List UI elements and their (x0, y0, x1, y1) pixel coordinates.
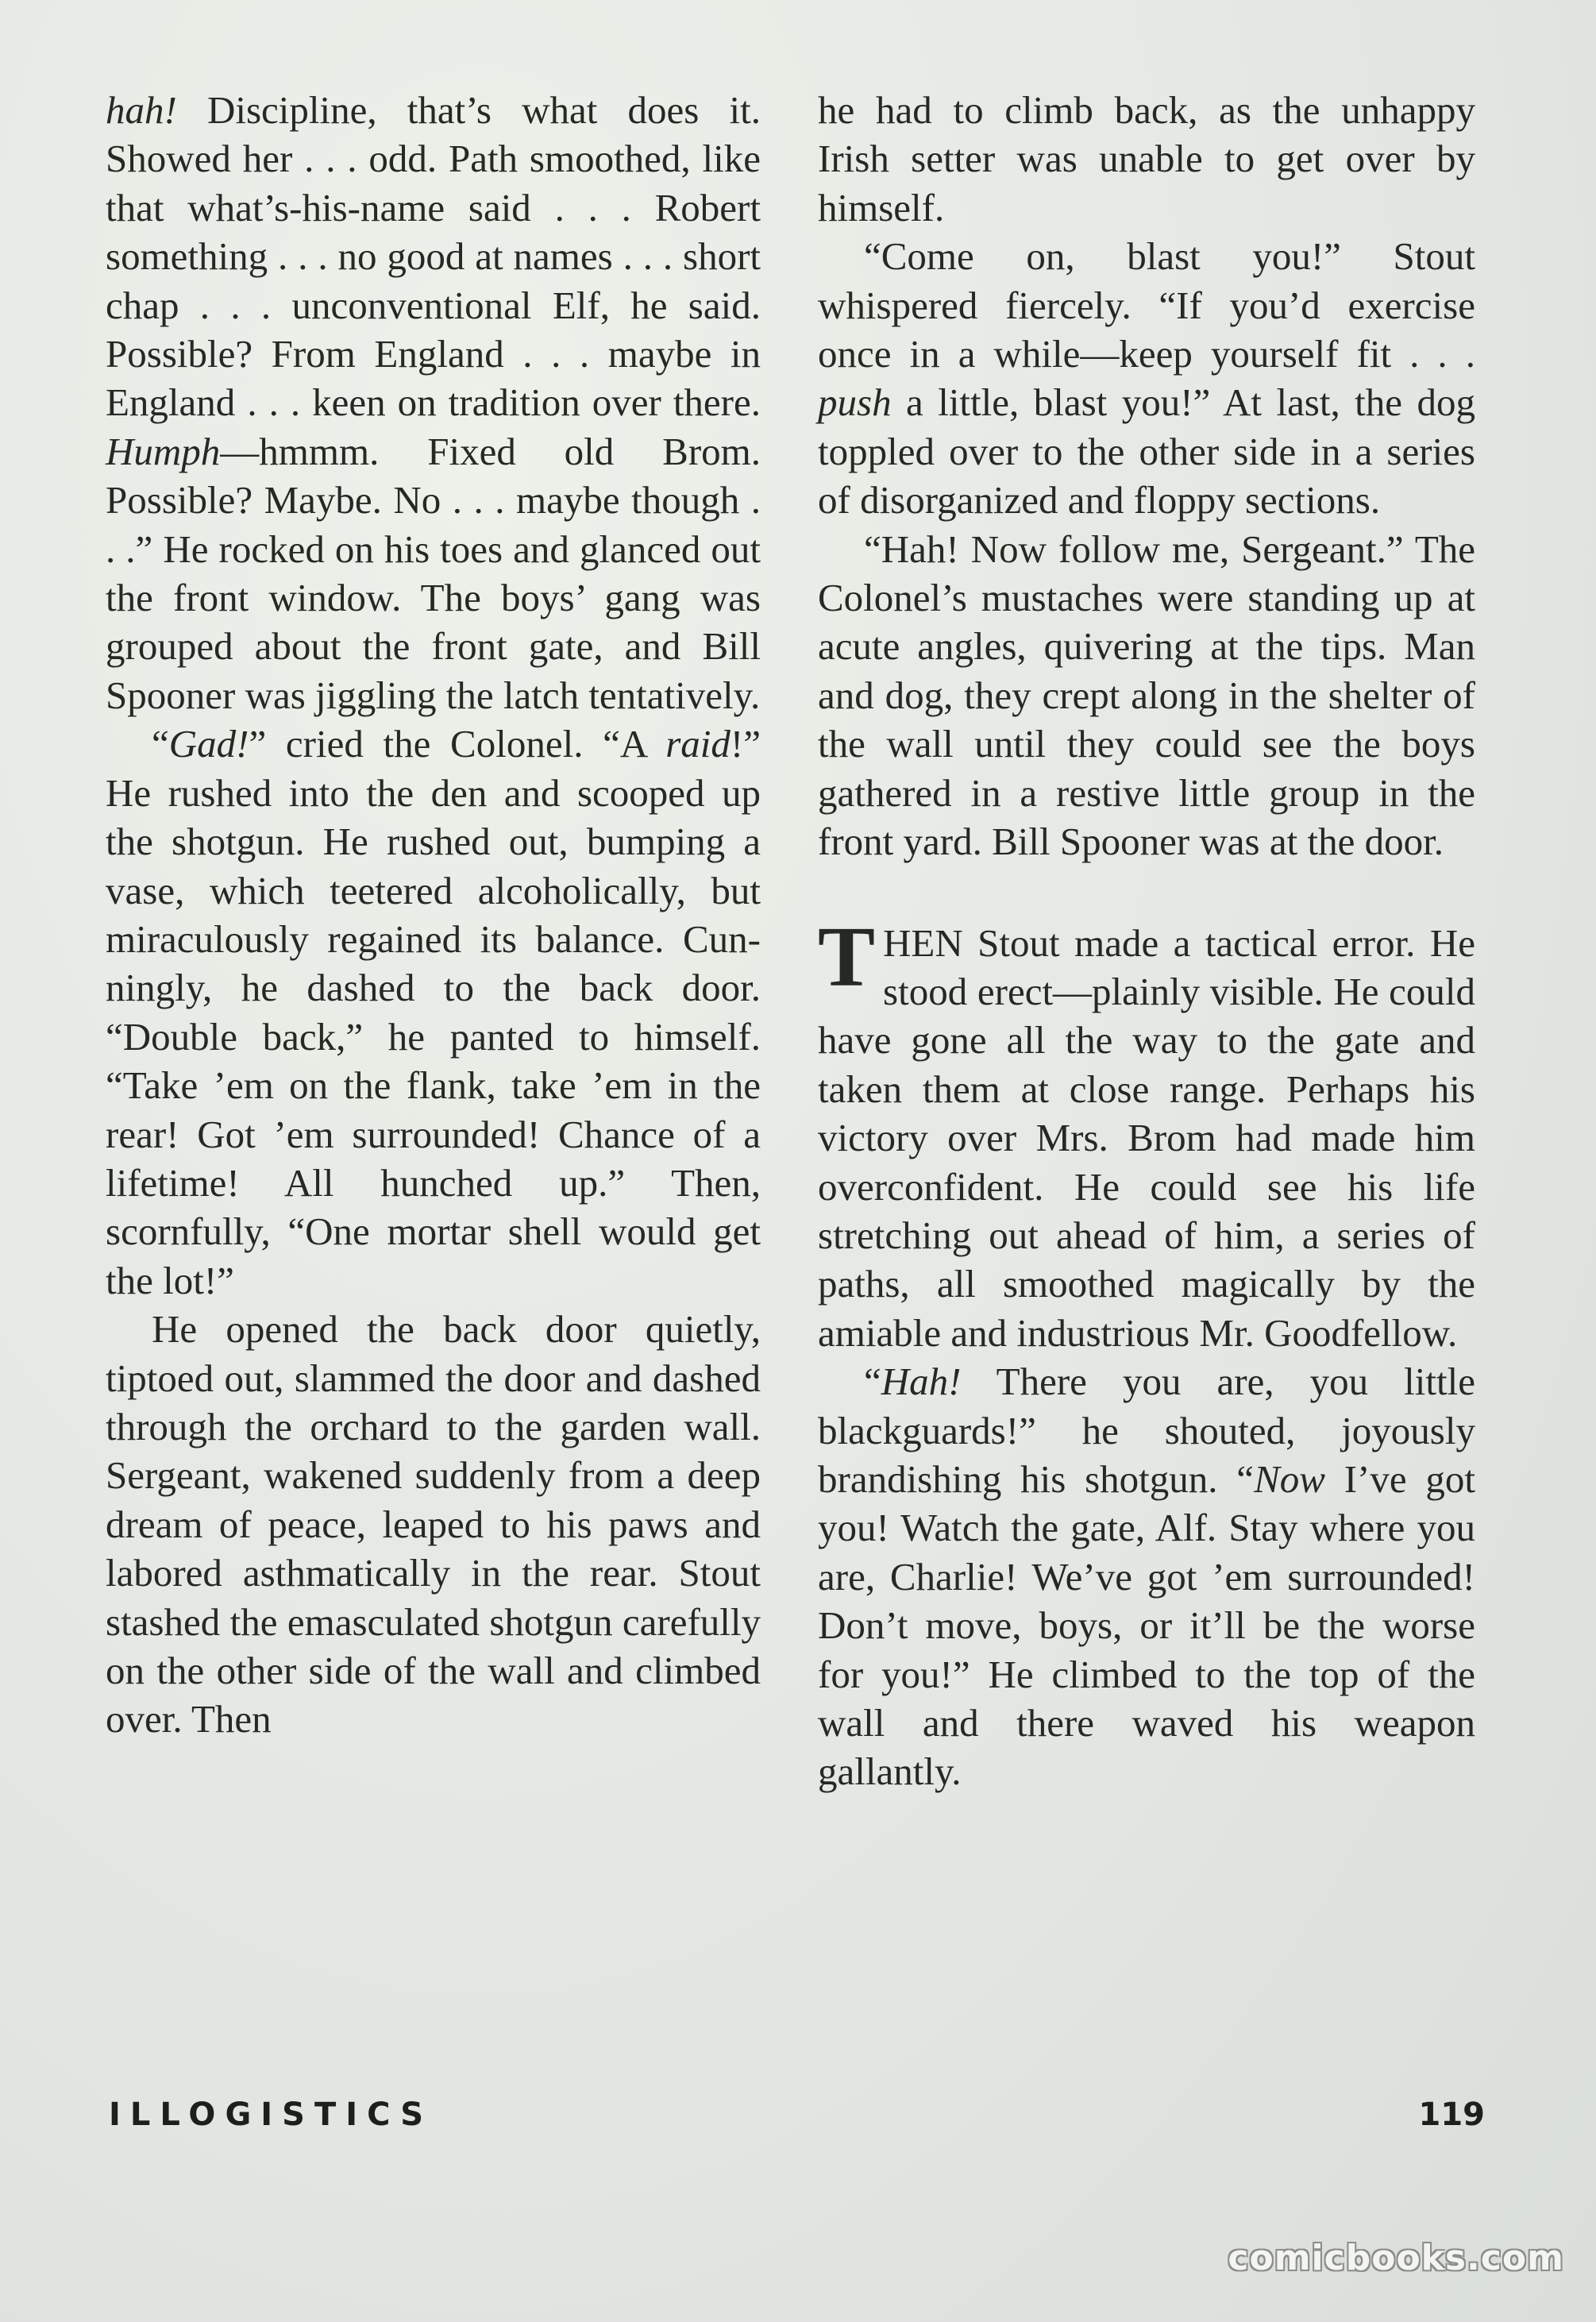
page-number: 119 (1418, 2096, 1485, 2133)
left-text-column (106, 86, 761, 1744)
site-watermark: comicbooks.com (1228, 2238, 1564, 2278)
italic-text: raid (665, 722, 731, 766)
paragraph: He opened the back door quietly, tiptoed out, slammed the door and dashed through the orchard to the garden wall. Sergeant, wakened suddenly from a deep dream of peace, leaped to his paws and labored asthmatically in the rear. Stout stashed the emasculated shotgun carefully on the other side of the wall and climbed over. Then (106, 1307, 761, 1742)
paragraph: hah! Discipline, that’s what does it. Showed her . . . odd. Path smoothed, like that what’s-his-name said . . . Robert something . . . no good at names . . . short chap . . . unconventional Elf, he said. Possible? From England . . . maybe in England . . . keen on tradition over there. Humph—hmmm. Fixed old Brom. Possible? Maybe. No . . . maybe though . . .” He rocked on his toes and glanced out the front window. The boys’ gang was grouped about the front gate, and Bill Spooner was jiggling the latch tentatively. (106, 88, 761, 717)
italic-text: hah! (106, 88, 177, 132)
paragraph: “Come on, blast you!” Stout whispered fiercely. “If you’d exercise once in a while—keep yourself fit . . . push a little, blast you!” At last, the dog toppled over to the other side in a series of disorganized and floppy sections. (818, 234, 1475, 523)
paragraph: “Hah! There you are, you little blackguards!” he shouted, joyously brandishing his shotgun. “Now I’ve got you! Watch the gate, Alf. Stay where you are, Charlie! We’ve got ’em surrounded! Don’t move, boys, or it’ll be the worse for you!” He climbed to the top of the wall and there waved his weapon gallantly. (818, 1360, 1475, 1794)
italic-text: Hah! (881, 1360, 962, 1404)
paragraph: he had to climb back, as the unhappy Irish setter was unable to get over by himself. (818, 88, 1475, 230)
paragraph: “Gad!” cried the Colonel. “A raid!” He rushed into the den and scooped up the shotgun. He rushed out, bumping a vase, which teetered alcoholically, but miraculously regained its balance. Cunningly, he dashed to the back door. “Double back,” he panted to himself. “Take ’em on the flank, take ’em in the rear! Got ’em surrounded! Chance of a lifetime! All hunched up.” Then, scornfully, “One mortar shell would get the lot!” (106, 722, 761, 1302)
section-break (818, 866, 1475, 919)
paragraph-with-drop-cap (818, 909, 1475, 1358)
right-text-column (818, 86, 1475, 1796)
italic-text: Gad! (168, 722, 249, 766)
drop-cap: T (818, 909, 876, 1005)
italic-text: Now (1254, 1456, 1325, 1501)
paragraph-text: HEN Stout made a tactical error. He stood erect—plainly visible. He could have gone all the way to the gate and taken them at close range. Perhaps his victory over Mrs. Brom had made him overconfident. He could see his life stretching out ahead of him, a series of paths, all smoothed magically by the amiable and industrious Mr. Goodfellow. (818, 920, 1475, 1355)
paragraph: “Hah! Now follow me, Sergeant.” The Colonel’s mustaches were standing up at acute angles, quivering at the tips. Man and dog, they crept along in the shelter of the wall until they could see the boys gathered in a restive little group in the front yard. Bill Spooner was at the door. (818, 526, 1475, 864)
italic-text: push (818, 380, 892, 425)
running-footer-title: ILLOGISTICS (109, 2096, 434, 2133)
italic-text: Humph (106, 429, 221, 473)
